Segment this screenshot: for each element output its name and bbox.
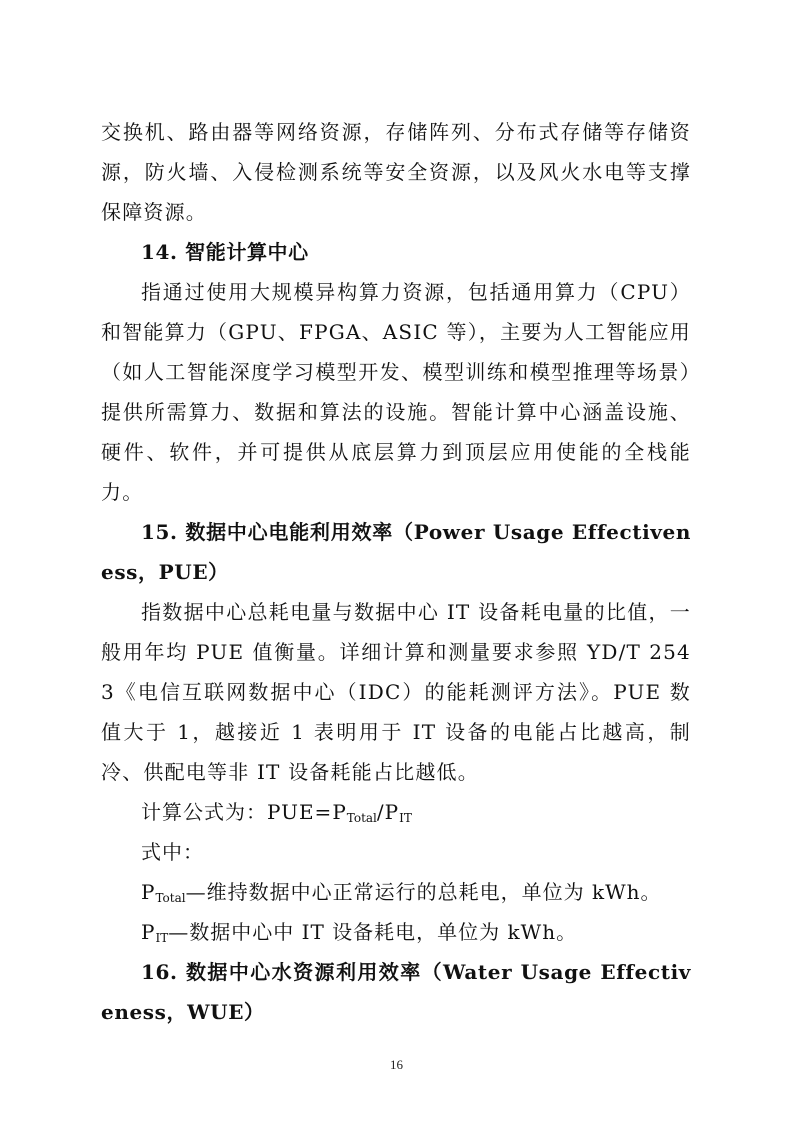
page-number: 16 (390, 1057, 403, 1072)
def-symbol-p: P (141, 920, 156, 944)
formula-prefix: 计算公式为：PUE=P (141, 800, 347, 824)
formula-mid: /P (376, 800, 400, 824)
heading-16-wue: 16. 数据中心水资源利用效率（Water Usage Effectiveness，WUE） (101, 960, 691, 1024)
formula-sub-it: IT (399, 811, 412, 825)
definition-p-it (101, 912, 691, 952)
paragraph-pue-definition: 指数据中心总耗电量与数据中心 IT 设备耗电量的比值，一般用年均 PUE 值衡量。详细计算和测量要求参照 YD/T 2543《电信互联网数据中心（IDC）的能耗测评方法》。PUE 数值大于 1，越接近 1 表明用于 IT 设备的电能占比越高，制冷、供配电等非 IT 设备耗能占比越低。 (101, 600, 691, 784)
pue-formula (101, 792, 691, 832)
def-sub-it: IT (155, 931, 169, 945)
paragraph-intelligent-computing-center: 指通过使用大规模异构算力资源，包括通用算力（CPU）和智能算力（GPU、FPGA、ASIC 等），主要为人工智能应用（如人工智能深度学习模型开发、模型训练和模型推理等场景）提供所需算力、数据和算法的设施。智能计算中心涵盖设施、硬件、软件，并可提供从底层算力到顶层应用使能的全栈能力。 (101, 280, 691, 504)
definition-p-total (101, 872, 691, 912)
page-body (101, 112, 691, 1032)
def-text-it: —数据中心中 IT 设备耗电，单位为 kWh。 (168, 920, 578, 944)
paragraph-continuation: 交换机、路由器等网络资源，存储阵列、分布式存储等存储资源，防火墙、入侵检测系统等安全资源，以及风火水电等支撑保障资源。 (101, 120, 691, 224)
heading-14-intelligent-computing-center: 14. 智能计算中心 (141, 240, 309, 264)
formula-sub-total: Total (346, 811, 377, 825)
def-text-total: —维持数据中心正常运行的总耗电，单位为 kWh。 (185, 880, 662, 904)
def-symbol-p: P (141, 880, 156, 904)
def-sub-total: Total (155, 891, 186, 905)
formula-where: 式中： (141, 840, 204, 864)
heading-15-pue: 15. 数据中心电能利用效率（Power Usage Effectiveness，PUE） (101, 520, 691, 584)
